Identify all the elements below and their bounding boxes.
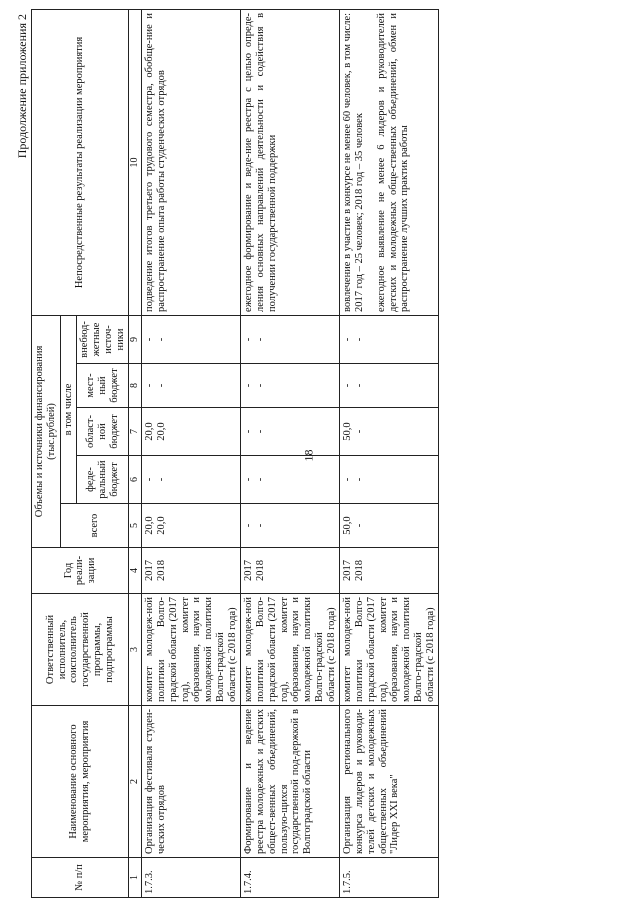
header-year: Год реали-зации [32,548,129,594]
responsible-executor: комитет молодеж-ной политики Волго-градской области (2017 год), комитет образования, науки и молодежной политики Волго-градской области (с 2018 года) [142,594,241,706]
activity-name: Формирование и ведение реестра молодежных и детских общест-венных объединений, пользую-щихся государственной под-держкой в Волгоградской области [241,706,340,858]
column-number: 2 [129,706,142,858]
table-row [241,9,340,897]
table-body [142,9,439,897]
funding-federal: - - [340,456,439,504]
column-number: 10 [129,9,142,315]
implementation-years: 2017 2018 [241,548,340,594]
responsible-executor: комитет молодеж-ной политики Волго-градской области (2017 год), комитет образования, науки и молодежной политики Волго-градской области (с 2018 года) [340,594,439,706]
funding-extrabudget: - - [142,315,241,363]
table-row [142,9,241,897]
funding-extrabudget: - - [340,315,439,363]
result-item: подведение итогов третьего трудового семестра, обобще-ние и распространение опыта работы студенческих отрядов [144,12,167,312]
funding-extrabudget: - - [241,315,340,363]
row-number: 1.7.3. [142,858,241,898]
funding-federal: - - [241,456,340,504]
implementation-years: 2017 2018 [142,548,241,594]
continuation-caption: Продолжение приложения 2 [15,14,29,159]
column-number: 7 [129,408,142,456]
header-name: Наименование основного мероприятия, мероприятия [32,706,129,858]
header-federal: феде-ральный бюджет [77,456,129,504]
funding-local: - - [142,364,241,408]
header-regional: област-ной бюджет [77,408,129,456]
header-total: всего [60,504,129,548]
expected-results [142,9,241,315]
result-item: ежегодное формирование и веде-ние реестра с целью опреде-ления основных направлений деятельности и содействия в получении государственной поддержки [243,12,278,312]
header-including: в том числе [60,315,77,503]
funding-total: - - [241,504,340,548]
funding-total: 20,0 20,0 [142,504,241,548]
expected-results [241,9,340,315]
program-activities-table [31,9,439,898]
funding-local: - - [340,364,439,408]
row-number: 1.7.4. [241,858,340,898]
responsible-executor: комитет молодеж-ной политики Волго-градской области (2017 год), комитет образования, науки и молодежной политики Волго-градской области (с 2018 года) [241,594,340,706]
funding-federal: - - [142,456,241,504]
result-item: вовлечение в участие в конкурсе не менее 60 человек, в том числе: 2017 год – 25 человек; 2018 год – 35 человек [342,12,365,312]
column-number: 3 [129,594,142,706]
activity-name: Организация фестиваля студен-ческих отрядов [142,706,241,858]
column-numbers-row [129,9,142,897]
rotated-page-content [15,10,627,898]
header-executor: Ответственный исполнитель, соисполнитель государственной программы, подпрограммы [32,594,129,706]
column-number: 6 [129,456,142,504]
header-funding: Объемы и источники финансирования (тыс.рублей) [32,315,61,547]
column-number: 8 [129,364,142,408]
column-number: 4 [129,548,142,594]
header-extrabudget: внебюд-жетные источ-ники [77,315,129,363]
funding-regional: 50,0 - [340,408,439,456]
column-number: 9 [129,315,142,363]
table-row [340,9,439,897]
header-local: мест-ный бюджет [77,364,129,408]
expected-results [340,9,439,315]
activity-name: Организация регионального конкурса лидеров и руководи-телей детских и молодежных общественных объединений "Лидер XXI века" [340,706,439,858]
row-number: 1.7.5. [340,858,439,898]
page-number: 18 [301,449,316,462]
header-num: № п/п [32,858,129,898]
result-item: ежегодное выявление не менее 6 лидеров и руководителей детских и молодежных обще-ственных объединений, обмен и распространение лучших практик работы [375,12,411,312]
funding-regional: 20,0 20,0 [142,408,241,456]
header-results: Непосредственные результаты реализации мероприятия [32,9,129,315]
column-number: 1 [129,858,142,898]
funding-local: - - [241,364,340,408]
funding-total: 50,0 - [340,504,439,548]
implementation-years: 2017 2018 [340,548,439,594]
header-row-1 [32,9,61,897]
column-number: 5 [129,504,142,548]
funding-regional: - - [241,408,340,456]
